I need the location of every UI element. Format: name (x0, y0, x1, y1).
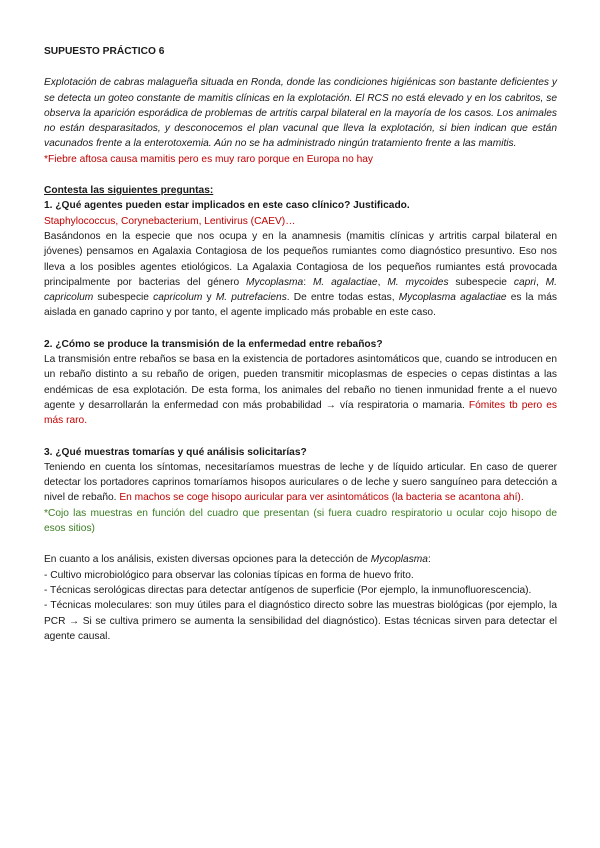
analysis-intro (44, 552, 557, 567)
q1-species-capricolum: M. capricolum (44, 276, 557, 304)
document-title: SUPUESTO PRÁCTICO 6 (44, 46, 165, 57)
q3-title: 3. ¿Qué muestras tomarías y qué análisis solicitarías? (44, 446, 307, 458)
q1-note: Staphylococcus, Corynebacterium, Lentivirus (CAEV)… (44, 215, 296, 227)
q1-text-b: : (303, 276, 313, 288)
document-page (44, 44, 557, 644)
q1-subspecies-capri: capri (513, 276, 536, 288)
analysis-genus: Mycoplasma (370, 554, 428, 566)
q1-species-mycoplasma-agalactiae: Mycoplasma agalactiae (398, 292, 507, 304)
analysis-intro-text: En cuanto a los análisis, existen diversas opciones para la detección de (44, 554, 371, 566)
questions-heading: Contesta las siguientes preguntas: (44, 185, 214, 197)
q1-species-agalactiae: M. agalactiae (312, 276, 378, 288)
q1-text-a: Basándonos en la especie que nos ocupa y en la anamnesis (mamitis clínicas y artritis carpal bilateral en jóvenes) pensamos en Agalaxia Contagiosa de los pequeños rumiantes como diagnóstico presuntivo. Eso nos lleva a los posibles agentes etiológicos. La Agalaxia Contagiosa de los pequeños rumiantes está provocada principalmente por bacterias del género (44, 230, 557, 288)
q1-text-f: subespecie (93, 292, 154, 304)
q1-text-h: . De entre todas estas, (286, 292, 399, 304)
q1-subspecies-capricolum: capricolum (153, 292, 203, 304)
case-text: Explotación de cabras malagueña situada en Ronda, donde las condiciones higiénicas son bastante deficientes y se detecta un goteo constante de mamitis clínicas en la explotación. El RCS no está elevado y en los cabritos, se observa la aparición esporádica de problemas de artritis carpal bilateral en la mayoría de los casos. Los animales no están desparasitados, y desconocemos el plan vacunal que lleva la explotación, si bien indican que están vacunados frente a la enterotoxemia. Aún no se ha administrado ningún tratamiento frente a las mamitis. (44, 77, 557, 150)
q1-text-i: es la más aislada en ganado caprino y por tanto, el agente implicado más probable en este caso. (44, 292, 557, 319)
analysis-intro-colon: : (427, 554, 431, 566)
q1-text-c: , (377, 276, 388, 288)
q2-body: La transmisión entre rebaños se basa en la existencia de portadores asintomáticos que, cuando se introducen en un rebaño distinto a su rebaño de origen, pueden transmitir micoplasmas de especies o cepas distintas a las endémicas de esa explotación. De esta forma, los animales del rebaño no tienen inmunidad frente a el nuevo agente y desarrollarán la enfermedad con más probabilidad → vía respiratoria o mamaria. (44, 354, 557, 411)
q2-title: 2. ¿Cómo se produce la transmisión de la enfermedad entre rebaños? (44, 338, 383, 350)
analysis-item-molecular: - Técnicas moleculares: son muy útiles para el diagnóstico directo sobre las muestras biológicas (por ejemplo, la PCR → Si se cultiva primero se aumenta la sensibilidad del diagnóstico). Estas técnicas sirven para detectar el agente causal. (44, 600, 557, 642)
q3-note-green: *Cojo las muestras en función del cuadro que presentan (si fuera cuadro respiratorio u ocular cojo hisopo de esos sitios) (44, 507, 557, 535)
q1-species-mycoides: M. mycoides (387, 276, 449, 288)
analysis-item-culture: - Cultivo microbiológico para observar las colonias típicas en forma de huevo frito. (44, 569, 414, 581)
case-description (44, 75, 557, 151)
case-note: *Fiebre aftosa causa mamitis pero es muy raro porque en Europa no hay (44, 153, 374, 165)
analysis-item-serology: - Técnicas serológicas directas para detectar antígenos de superficie (Por ejemplo, la inmunofluorescencia). (44, 584, 532, 596)
q3-note-red: En machos se coge hisopo auricular para ver asintomáticos (la bacteria se acantona ahí). (119, 492, 524, 504)
q1-title: 1. ¿Qué agentes pueden estar implicados en este caso clínico? Justificado. (44, 200, 410, 212)
q1-genus: Mycoplasma (246, 276, 304, 288)
q1-answer (44, 229, 557, 321)
q2-note: Fómites tb pero es más raro. (44, 399, 557, 427)
q1-text-e: , (535, 276, 546, 288)
q2-answer (44, 352, 557, 428)
q1-text-d: subespecie (448, 276, 514, 288)
q3-answer (44, 460, 557, 506)
q1-text-g: y (202, 292, 216, 304)
q1-species-putrefaciens: M. putrefaciens (215, 292, 287, 304)
q3-body: Teniendo en cuenta los síntomas, necesitaríamos muestras de leche y de líquido articular. En caso de querer detectar los portadores caprinos tomaríamos hisopos auriculares o de leche y suero sanguíneo para detección a nivel de rebaño. (44, 461, 557, 504)
